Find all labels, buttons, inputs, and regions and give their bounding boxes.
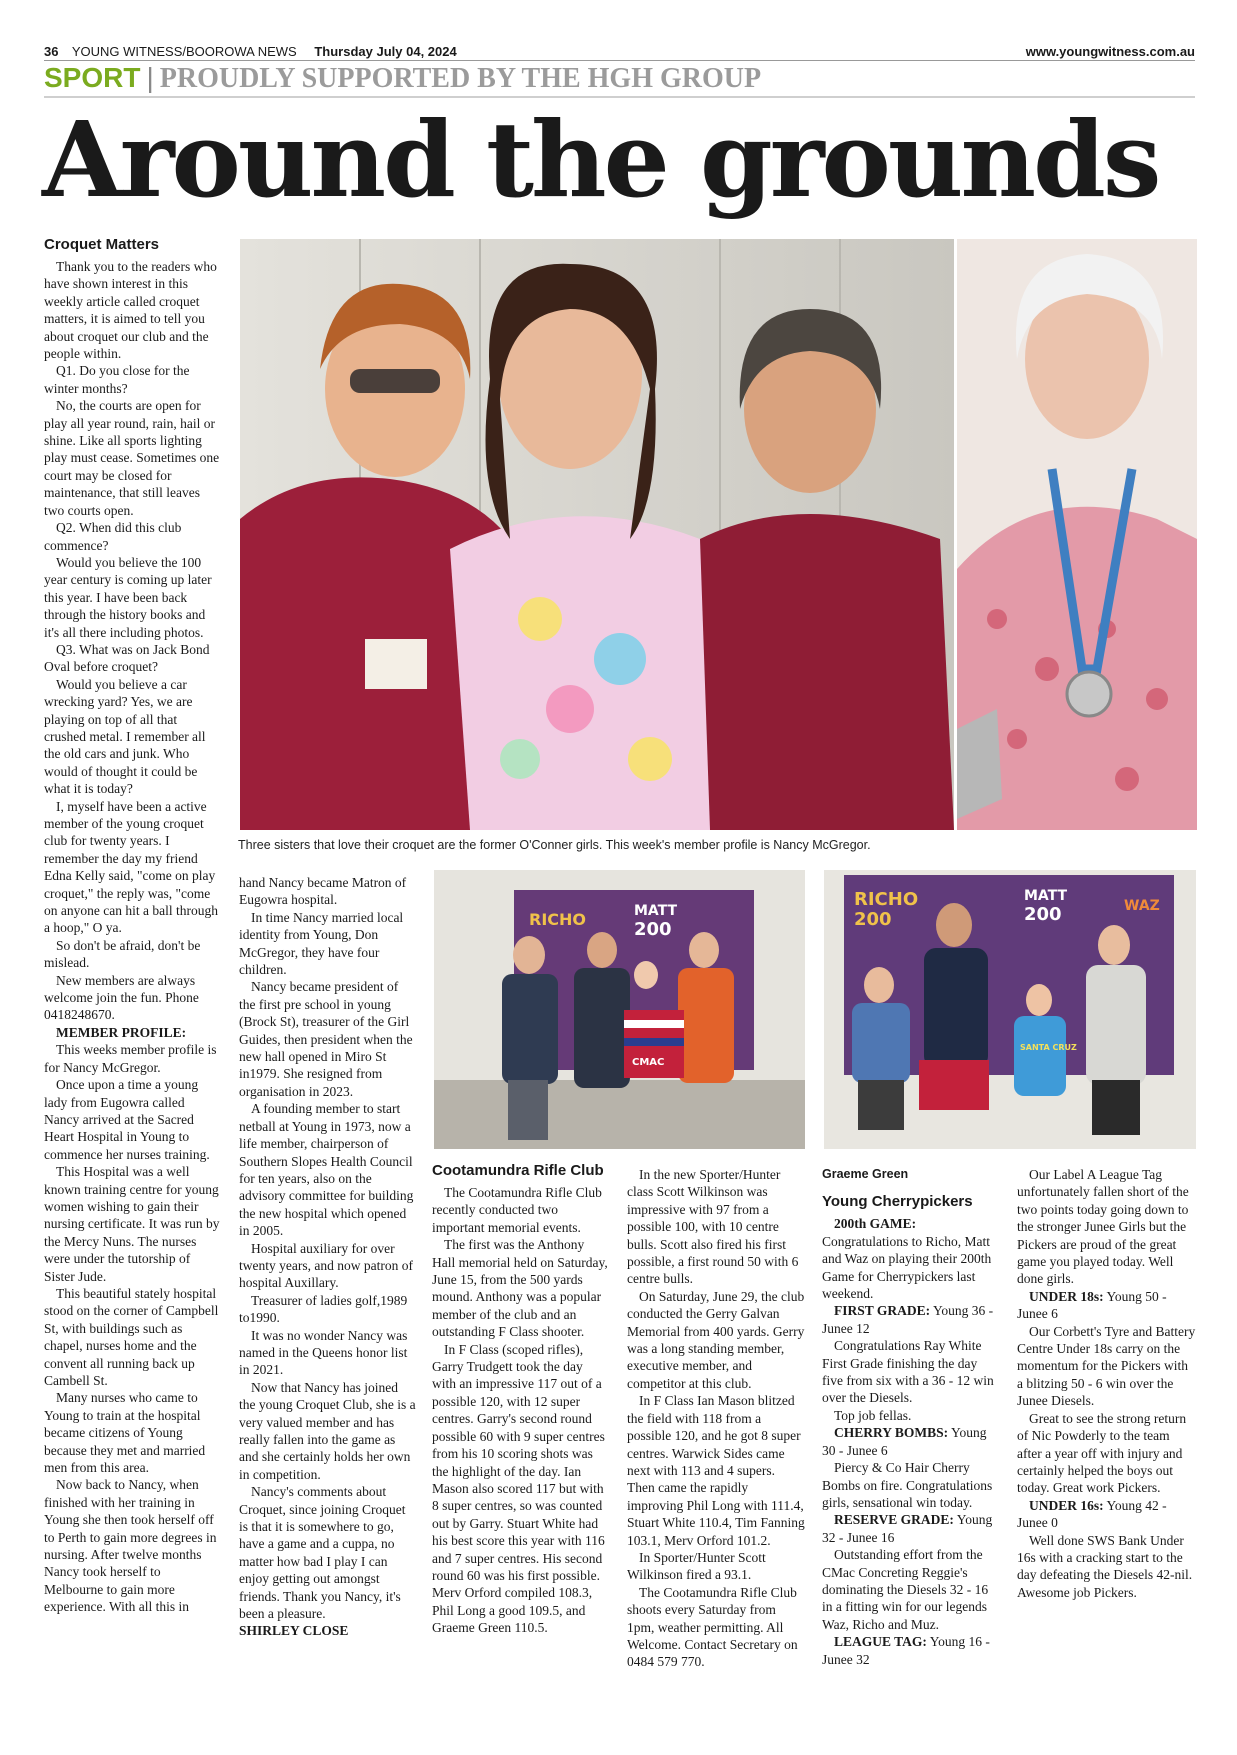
paragraph: Nancy's comments about Croquet, since joining Croquet is that it is somewhere to go, have a game and a cuppa, no matter how bad I play I can enjoy getting out amongst friends. Thank you Nancy, it's been a pleasure. — [239, 1484, 406, 1622]
paragraph: Now back to Nancy, when finished with her training in Young she then took herself off to Perth to gain more degrees in nursing. After twelve months Nancy took herself to Melbourne to gain more experience. With all this in — [44, 1477, 217, 1615]
headline: Around the grounds — [42, 98, 1159, 221]
result-paragraph: Great to see the strong return of Nic Powderly to the team after a year off with injury and certainly helped the boys out today. Great work Pickers. — [1017, 1410, 1187, 1496]
section-banner — [44, 62, 761, 96]
paragraph: The first was the Anthony Hall memorial held on Saturday, June 15, from the 500 yards mound. Anthony was a popular member of the club and an outstanding F Class shooter. — [432, 1237, 608, 1340]
paragraph: Thank you to the readers who have shown interest in this weekly article called croquet matters, it is aimed to tell you about croquet our club and the people within. — [44, 259, 217, 362]
paragraph: In F Class Ian Mason blitzed the field with 118 from a possible 120, and he got 8 super centres. Warwick Sides came next with 113 and 4 supers. Then came the rapidly improving Phil Long with 111.4, Stuart White 110.4, Tim Fanning 103.1, Merv Orford 101.2. — [627, 1393, 805, 1548]
paragraph: A founding member to start netball at Young in 1973, now a life member, chairperson of Southern Slopes Health Council for ten years, also on the advisory committee for building the new hospital which opened in 2005. — [239, 1101, 414, 1239]
paragraph: It was no wonder Nancy was named in the Queens honor list in 2021. — [239, 1327, 408, 1378]
croquet-column-2 — [239, 874, 417, 1640]
paragraph: In time Nancy married local identity from Young, Don McGregor, they have four children. — [239, 909, 404, 978]
rifle-author: Graeme Green — [822, 1167, 909, 1181]
banner-matt-text: MATT — [1024, 888, 1068, 904]
result-paragraph: CHERRY BOMBS: Young 30 - Junee 6 — [822, 1425, 987, 1458]
paragraph: Would you believe a car wrecking yard? Yes, we are playing on top of all that crushed metal. I remember all the old cars and junk. Who would of thought it could be what it is today? — [44, 676, 206, 797]
paragraph: Q1. Do you close for the winter months? — [44, 363, 190, 396]
paragraph: No, the courts are open for play all year round, rain, hail or shine. Like all sports lighting play must cease. Sometimes one court may be closed for maintenance, that still leaves two courts open. — [44, 398, 220, 518]
paragraph: Q2. When did this club commence? — [44, 520, 182, 553]
paragraph: Nancy became president of the first pre school in young (Brock St), treasurer of the Girl Guides, then president when the new hall opened in Miro St in1979. She resigned from organisation in 2023. — [239, 979, 413, 1099]
result-paragraph: FIRST GRADE: Young 36 - Junee 12 — [822, 1303, 994, 1336]
photo-caption: Three sisters that love their croquet are the former O'Conner girls. This week's member profile is Nancy McGregor. — [238, 838, 871, 852]
result-paragraph: Our Label A League Tag unfortunately fallen short of the two points today going down to the stronger Junee Girls but the Pickers are proud of the great game you played today. Well done girls. — [1017, 1167, 1189, 1287]
paragraph: This beautiful stately hospital stood on the corner of Campbell St, with buildings such as chapel, nurses home and the convent all running back up Cambell St. — [44, 1285, 219, 1388]
banner-richo-text: RICHO — [529, 910, 587, 929]
photo-200th-game-kids — [824, 870, 1196, 1149]
paragraph: Would you believe the 100 year century is coming up later this year. I have been back through the history books and it's all there including photos. — [44, 554, 212, 640]
result-paragraph: 200th GAME: Congratulations to Richo, Matt and Waz on playing their 200th Game for Cherrypickers last weekend. — [822, 1216, 992, 1302]
three-sisters-illustration — [240, 239, 954, 830]
paragraph: This weeks member profile is for Nancy McGregor. — [44, 1042, 217, 1075]
paragraph: In F Class (scoped rifles), Garry Trudgett took the day with an impressive 117 out of a possible 120, with 12 super centres. Garry's second round possible 60 with 9 super centres from his 10 scoring shots was the highlight of the day. Ian Mason also scored 117 but with 8 super centres, so was counted out by Garry. Stuart White had his best score this year with 116 and 7 super centres. His second round 60 was his first possible. Merv Orford compiled 108.3, Phil Long a good 109.5, and Graeme Green 110.5. — [432, 1341, 605, 1636]
top-rule — [44, 60, 1195, 61]
result-paragraph: Our Corbett's Tyre and Battery Centre Under 18s carry on the momentum for the Pickers with a blitzing 50 - 6 win over the Junee Diesels. — [1017, 1323, 1196, 1409]
paragraph: hand Nancy became Matron of Eugowra hospital. — [239, 875, 407, 908]
result-paragraph: UNDER 16s: Young 42 - Junee 0 — [1017, 1497, 1167, 1531]
paragraph: So don't be afraid, don't be mislead. — [44, 937, 201, 971]
result-paragraph: Top job fellas. — [834, 1407, 912, 1423]
result-paragraph: Congratulations Ray White First Grade finishing the day five from six with a 36 - 12 win over the Diesels. — [822, 1338, 994, 1406]
result-paragraph: Piercy & Co Hair Cherry Bombs on fire. Congratulations girls, sensational win today. — [822, 1460, 993, 1510]
rifle-column-1 — [432, 1162, 610, 1637]
publication-name: YOUNG WITNESS/BOOROWA NEWS — [71, 44, 297, 59]
croquet-author: SHIRLEY CLOSE — [239, 1623, 349, 1639]
nancy-portrait-illustration — [957, 239, 1197, 830]
photo-three-sisters — [240, 239, 954, 830]
paragraph: Many nurses who came to Young to train at the hospital became citizens of Young because they met and married men from this area. — [44, 1390, 206, 1476]
banner-200-text: 200 — [1024, 904, 1062, 925]
cherrypickers-column-1 — [822, 1166, 1000, 1668]
jersey-logo-text: CMAC — [632, 1057, 665, 1068]
page-number: 36 — [44, 44, 59, 59]
result-paragraph: Outstanding effort from the CMac Concreting Reggie's dominating the Diesels 32 - 16 in a fitting win for our legends Waz, Richo and Muz. — [822, 1547, 989, 1632]
paragraph: The Cootamundra Rifle Club recently conducted two important memorial events. — [432, 1185, 602, 1235]
paragraph: Now that Nancy has joined the young Croquet Club, she is a very valued member and has really fallen into the game as and she certainly holds her own in competition. — [239, 1379, 416, 1482]
croquet-column-1 — [44, 236, 222, 1616]
result-paragraph: LEAGUE TAG: Young 16 - Junee 32 — [822, 1634, 990, 1667]
paragraph: New members are always welcome join the fun. Phone 0418248670. — [44, 972, 199, 1023]
croquet-title: Croquet Matters — [44, 236, 160, 253]
result-paragraph: RESERVE GRADE: Young 32 - Junee 16 — [822, 1512, 993, 1545]
paragraph: The Cootamundra Rifle Club shoots every Saturday from 1pm, weather permitting. All Welcome. Contact Secretary on 0484 579 770. — [627, 1584, 798, 1670]
paragraph: Q3. What was on Jack Bond Oval before croquet? — [44, 641, 210, 675]
banner-200-text: 200 — [634, 919, 672, 940]
paragraph: This Hospital was a well known training centre for young women wishing to gain their nursing certificate. It was run by the Mercy Nuns. The nurses were under the tutorship of Sister Jude. — [44, 1164, 220, 1284]
paragraph: Hospital auxiliary for over twenty years, and now patron of hospital Auxillary. — [239, 1240, 413, 1291]
rifle-title: Cootamundra Rifle Club — [432, 1162, 604, 1179]
cherrypickers-title: Young Cherrypickers — [822, 1193, 973, 1211]
website-url: www.youngwitness.com.au — [1025, 44, 1195, 59]
paragraph: In the new Sporter/Hunter class Scott Wilkinson was impressive with 97 from a possible 100, with 10 centre bulls. Scott also fired his first possible, a first round 50 with 6 centre bulls. — [627, 1167, 799, 1287]
cherrypickers-column-2 — [1017, 1166, 1197, 1601]
section-separator: | — [146, 62, 154, 93]
photo-200th-game-family — [434, 870, 805, 1149]
member-profile-heading: MEMBER PROFILE: — [56, 1024, 187, 1040]
section-label: SPORT — [44, 62, 141, 93]
result-paragraph: UNDER 18s: Young 50 - Junee 6 — [1017, 1288, 1167, 1322]
hoodie-logo-text: SANTA CRUZ — [1020, 1043, 1077, 1052]
family-photo-illustration — [434, 870, 805, 1149]
paragraph: I, myself have been a active member of the young croquet club for twenty years. I remember the day my friend Edna Kelly said, "come on play croquet," the reply was, "come on anyone can hit a ball through a hoop," O ya. — [44, 798, 218, 936]
issue-date: Thursday July 04, 2024 — [314, 44, 457, 59]
photo-nancy-mcgregor — [957, 239, 1197, 830]
result-paragraph: Well done SWS Bank Under 16s with a cracking start to the day defeating the Diesels 42-nil. Awesome job Pickers. — [1017, 1532, 1193, 1600]
banner-richo-text: RICHO — [854, 889, 919, 910]
banner-200-text: 200 — [854, 909, 892, 930]
kids-photo-illustration — [824, 870, 1196, 1149]
paragraph: Treasurer of ladies golf,1989 to1990. — [239, 1292, 408, 1326]
banner-waz-text: WAZ — [1124, 898, 1160, 914]
paragraph: On Saturday, June 29, the club conducted the Gerry Galvan Memorial from 400 yards. Gerry was a long standing member, executive member, and competitor at this club. — [627, 1288, 805, 1391]
section-sponsor: PROUDLY SUPPORTED BY THE HGH GROUP — [159, 63, 762, 94]
paragraph: In Sporter/Hunter Scott Wilkinson fired a 93.1. — [627, 1549, 766, 1583]
paragraph: Once upon a time a young lady from Eugowra called Nancy arrived at the Sacred Heart Hospital in Young to commence her nurses training. — [44, 1077, 210, 1162]
rifle-column-2 — [627, 1166, 805, 1671]
banner-matt-text: MATT — [634, 903, 678, 919]
